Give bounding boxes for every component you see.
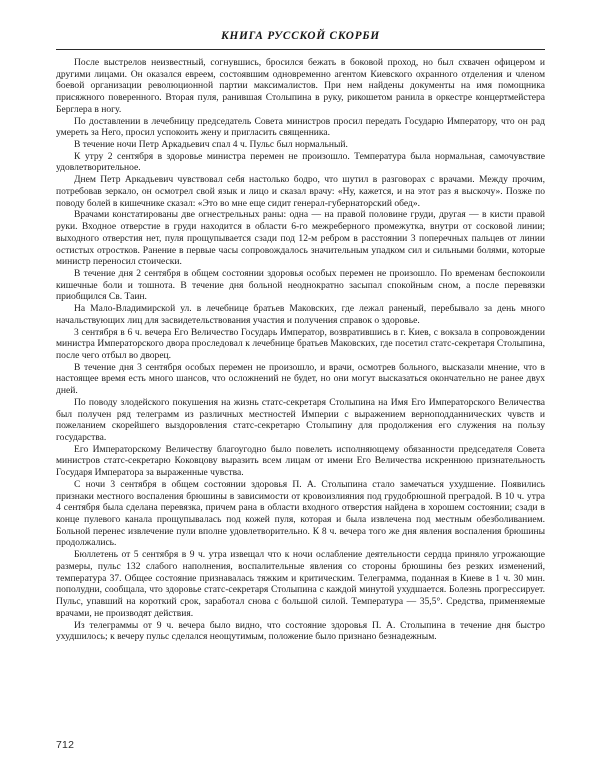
body-text-column <box>56 57 545 643</box>
paragraph: Врачами констатированы две огнестрельных раны: одна — на правой половине груди, другая — в кисти правой руки. Входное отверстие в груди находится в области 6-го межреберного промежутка, внутри от сосковой линии; выходного отверстия нет, пуля прощупывается сзади под 12-м ребром в расстоянии 3 поперечных пальцев от линии остистых отростков. Ранение в первые часы сопровождалось значительным упадком сил и сильными болями, которые министр переносил стоически. <box>56 209 545 268</box>
paragraph: 3 сентября в 6 ч. вечера Его Величество Государь Император, возвратившись в г. Киев, с вокзала в сопровождении министра Императорского двора проследовал к лечебнице братьев Маковских, где посетил статс-секретаря Столыпина, после чего отбыл во дворец. <box>56 326 545 361</box>
header-rule <box>56 49 545 50</box>
paragraph: По доставлении в лечебницу председатель Совета министров просил передать Государю Императору, что он рад умереть за Него, просил успокоить жену и пригласить священника. <box>56 115 545 139</box>
paragraph: Его Императорскому Величеству благоугодно было повелеть исполняющему обязанности председателя Совета министров статс-секретарю Коковцову выразить всем лицам от имени Его Величества искреннюю признательность Государя Императора за выраженные чувства. <box>56 443 545 479</box>
paragraph: В течение дня 3 сентября особых перемен не произошло, и врачи, осмотрев больного, высказали мнение, что в настоящее время есть много шансов, что осложнений не будет, но они могут высказаться окончательно не ранее двух дней. <box>56 361 545 397</box>
running-head: КНИГА РУССКОЙ СКОРБИ <box>221 30 380 42</box>
paragraph: Днем Петр Аркадьевич чувствовал себя настолько бодро, что шутил в разговорах с врачами. Между прочим, потребовав зеркало, он осмотрел свой язык и лицо и сказал врачу: «Ну, кажется, и на этот раз я выскочу». Позже по поводу болей в кишечнике сказал: «Это во мне еще сидит генерал-губернаторский обед». <box>56 174 545 209</box>
paragraph: С ночи 3 сентября в общем состоянии здоровья П. А. Столыпина стало замечаться ухудшение. Появились признаки местного воспаления брюшины в зависимости от кровоизлияния под грудобрюшной преградой. В 10 ч. утра 4 сентября была сделана перевязка, причем рана в области входного отверстия найдена в хорошем состоянии; сзади в конце пулевого канала прощупывалась под кожей пуля, которая и была извлечена под местным обезболиванием. Больной перенес извлечение пули вполне удовлетворительно. К 8 ч. вечера того же дня явления воспаления брюшины продолжались. <box>56 478 545 549</box>
paragraph: На Мало-Владимирской ул. в лечебнице братьев Маковских, где лежал раненый, перебывало за день много начальствующих лиц для засвидетельствования участия и получения справок о здоровье. <box>56 303 545 326</box>
paragraph: В течение ночи Петр Аркадьевич спал 4 ч. Пульс был нормальный. <box>74 139 348 151</box>
paragraph: В течение дня 2 сентября в общем состоянии здоровья особых перемен не произошло. По временам беспокоили кишечные боли и тошнота. В течение дня больной неоднократно засыпал спокойным сном, а после перевязки приобщился Св. Таин. <box>56 267 545 303</box>
paragraph: Из телеграммы от 9 ч. вечера было видно, что состояние здоровья П. А. Столыпина в течение дня быстро ухудшилось; к вечеру пульс сделался неощутимым, положение было признано безнадежным. <box>56 619 545 643</box>
paragraph: Бюллетень от 5 сентября в 9 ч. утра извещал что к ночи ослабление деятельности сердца приняло угрожающие размеры, пульс 132 слабого наполнения, воспалительные явления со стороны брюшины без резких изменений, температура 37. Общее состояние признавалась тяжким и критическим. Телеграмма, поданная в Киеве в 1 ч. 30 мин. пополудни, сообщала, что здоровье статс-секретаря Столыпина с каждой минутой ухудшается. Болезнь прогрессирует. Пульс, упавший на короткий срок, заработал снова с большой силой. Температура — 35,5°. Средства, применяемые врачами, не производят действия. <box>56 549 545 619</box>
paragraph: К утру 2 сентября в здоровье министра перемен не произошло. Температура была нормальная, самочувствие удовлетворительное. <box>56 150 545 174</box>
page-number: 712 <box>56 739 75 751</box>
paragraph: После выстрелов неизвестный, согнувшись, бросился бежать в боковой проход, но был схвачен офицером и другими лицами. Он оказался евреем, состоявшим одновременно агентом Киевского охранного отделения и членом боевой организации революционной партии максималистов. При нем найдены документы на имя помощника присяжного поверенного. Вторая пуля, ранившая Столыпина в руку, рикошетом ранила в оркестре концертмейстера Берглера в ногу. <box>56 57 545 115</box>
paragraph: По поводу злодейского покушения на жизнь статс-секретаря Столыпина на Имя Его Императорского Величества был получен ряд телеграмм из различных местностей Империи с выражением верноподданнических чувств и пожеланием скорейшего выздоровления статс-секретарю Столыпину для продолжения его служения на пользу государства. <box>56 396 545 443</box>
